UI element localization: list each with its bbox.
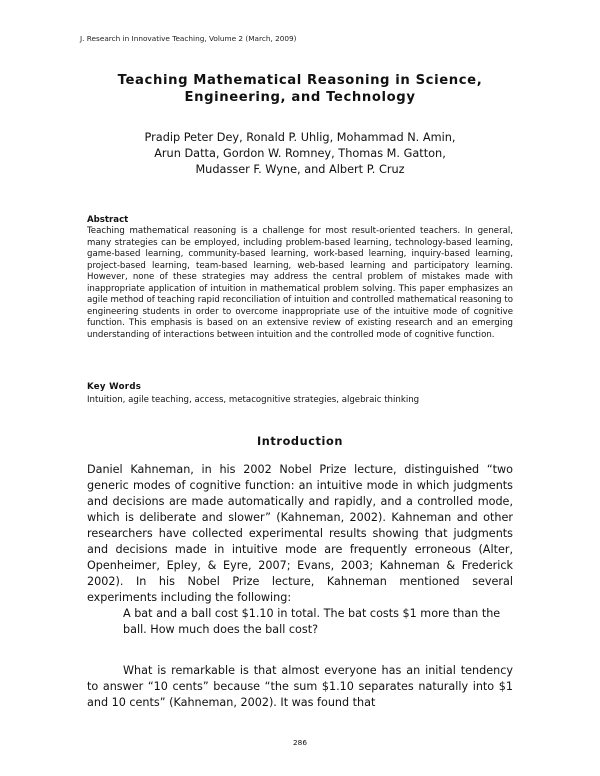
paper-title xyxy=(60,72,540,106)
introduction-paragraph-2: What is remarkable is that almost everyone has an initial tendency to answer “10 cents” because “the sum $1.10 separates naturally into $1 and 10 cents” (Kahneman, 2002). It was found that xyxy=(87,664,513,709)
introduction-heading: Introduction xyxy=(256,435,344,448)
abstract-text: Teaching mathematical reasoning is a challenge for most result-oriented teachers. In general, many strategies can be employed, including problem-based learning, technology-based learning, game-based learning, community-based learning, work-based learning, inquiry-based learning, project-based learning, team-based learning, web-based learning and participatory learning. However, none of these strategies may address the central problem of mistakes made with inappropriate application of intuition in mathematical problem solving. This paper emphasizes an agile method of teaching rapid reconciliation of intuition and controlled mathematical reasoning to engineering students in order to overcome inappropriate use of the intuitive mode of cognitive function. This emphasis is based on an extensive review of existing research and an emerging understanding of interactions between intuition and the controlled mode of cognitive function. xyxy=(87,226,513,340)
author-list xyxy=(60,130,540,178)
abstract-heading: Abstract xyxy=(87,215,129,225)
title-line-1: Teaching Mathematical Reasoning in Science, xyxy=(117,73,483,88)
authors-line-2: Arun Datta, Gordon W. Romney, Thomas M. Gatton, xyxy=(154,147,446,160)
introduction-paragraph-1: Daniel Kahneman, in his 2002 Nobel Prize lecture, distinguished “two generic modes of cognitive function: an intuitive mode in which judgments and decisions are made automatically and rapidly, and a controlled mode, which is deliberate and slower” (Kahneman, 2002). Kahneman and other researchers have collected experimental results showing that judgments and decisions made in intuitive mode are frequently erroneous (Alter, Openheimer, Epley, & Eyre, 2007; Evans, 2003; Kahneman & Frederick 2002). In his Nobel Prize lecture, Kahneman mentioned several experiments including the following: xyxy=(87,463,513,604)
authors-line-1: Pradip Peter Dey, Ronald P. Uhlig, Mohammad N. Amin, xyxy=(144,131,456,144)
block-quote: A bat and a ball cost $1.10 in total. The bat costs $1 more than the ball. How much does the ball cost? xyxy=(123,607,501,636)
running-head: J. Research in Innovative Teaching, Volume 2 (March, 2009) xyxy=(80,34,297,43)
keywords-heading: Key Words xyxy=(87,382,142,392)
keywords-text: Intuition, agile teaching, access, metacognitive strategies, algebraic thinking xyxy=(87,395,420,405)
page-number: 286 xyxy=(293,738,307,747)
title-line-2: Engineering, and Technology xyxy=(184,90,416,105)
authors-line-3: Mudasser F. Wyne, and Albert P. Cruz xyxy=(195,163,405,176)
